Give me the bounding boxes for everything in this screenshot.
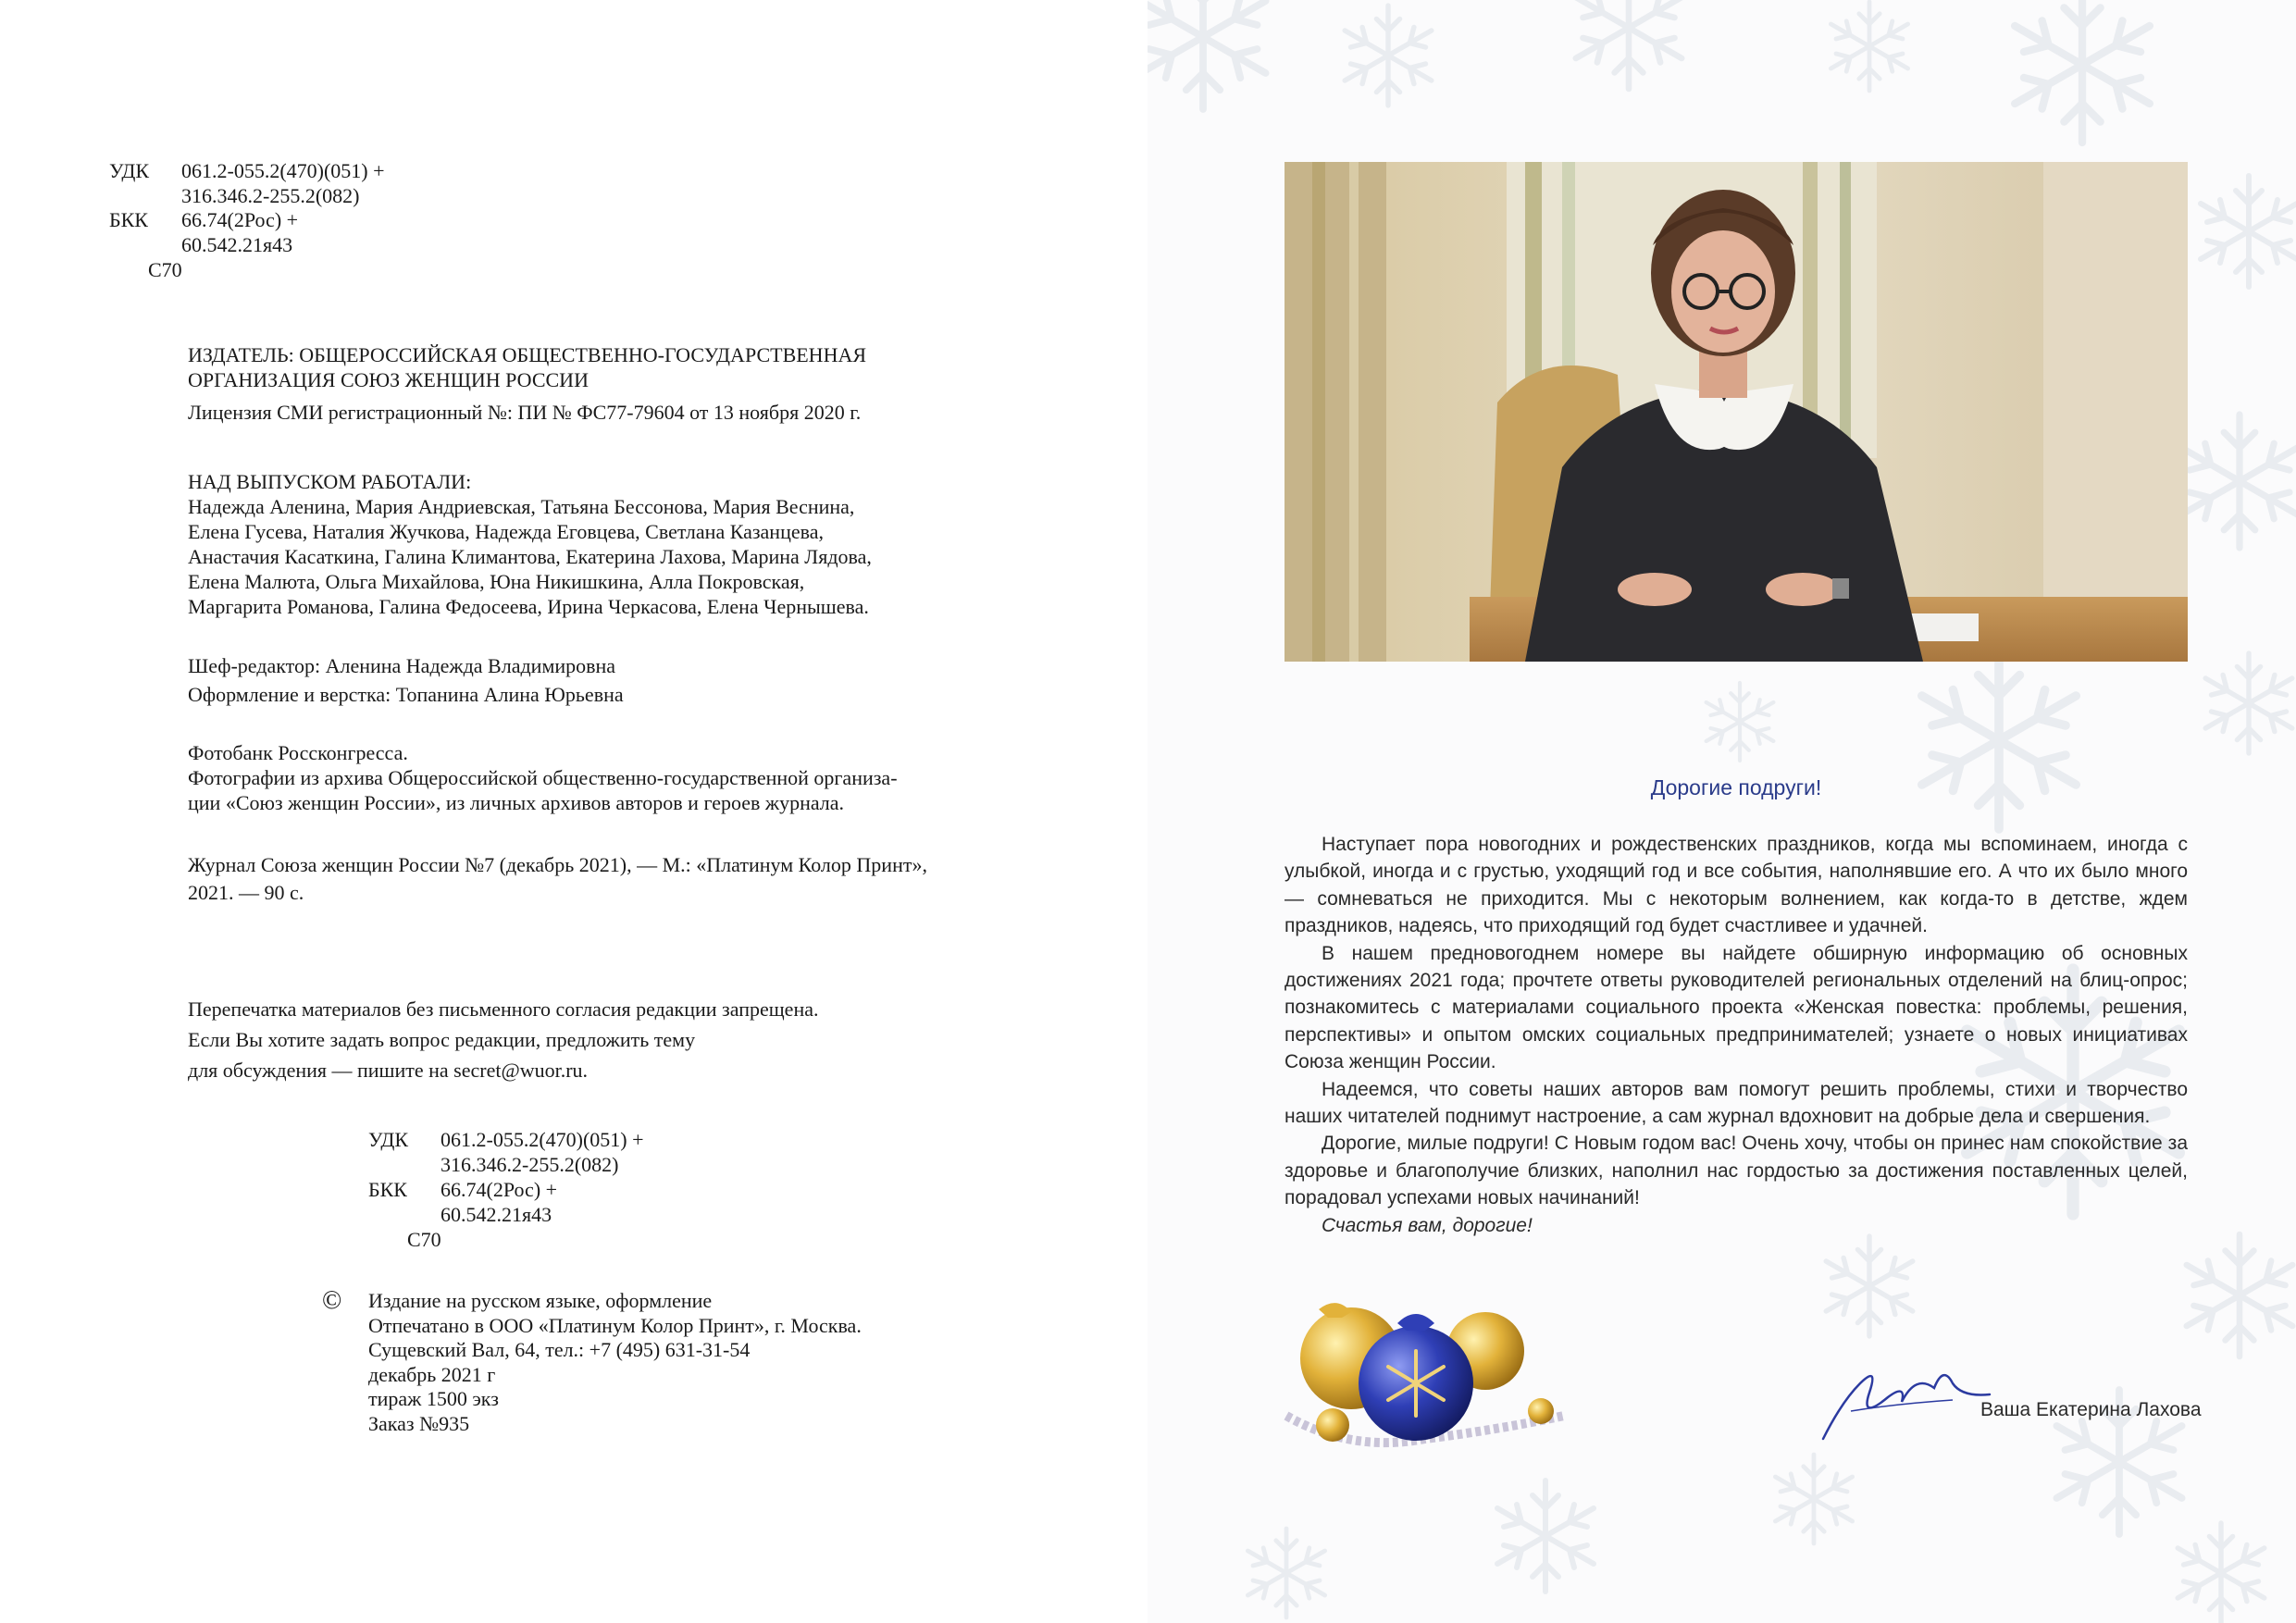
portrait-photo (1285, 162, 2188, 662)
team-line: Елена Малюта, Ольга Михайлова, Юна Никишкина, Алла Покровская, (188, 570, 805, 593)
letter-paragraph: Надеемся, что советы наших авторов вам помогут решить проблемы, стихи и творчество наших читателей поднимут настроение, а сам журнал вдохновит на добрые дела и свершения. (1285, 1078, 2188, 1128)
team-heading: НАД ВЫПУСКОМ РАБОТАЛИ: (188, 470, 472, 493)
letter-paragraph: Дорогие, милые подруги! С Новым годом вас! Очень хочу, чтобы он принес нам спокойствие за здоровье и благополучие близких, наполнил нас гордостью за достижения поставленных целей, порадовал успехами новых начинаний! (1285, 1133, 2188, 1209)
signature-icon (1814, 1346, 1999, 1448)
imprint-line: Издание на русском языке, оформление (368, 1289, 713, 1312)
journal-line: Журнал Союза женщин России №7 (декабрь 2021), — М.: «Платинум Колор Принт», (188, 853, 927, 876)
udk-row: 316.346.2-255.2(082) (441, 1153, 619, 1176)
chief-editor: Шеф-редактор: Аленина Надежда Владимировна (188, 654, 616, 677)
team-line: Елена Гусева, Наталия Жучкова, Надежда Еговцева, Светлана Казанцева, (188, 520, 824, 543)
reprint-notice (188, 994, 1067, 1085)
editors-block (188, 653, 1067, 707)
bbk-row: БКК 66.74(2Рос) + (109, 208, 299, 231)
photo-line: Фотографии из архива Общероссийской общественно-государственной организа- (188, 766, 898, 789)
team-line: Анастачия Касаткина, Галина Климантова, Екатерина Лахова, Марина Лядова, (188, 545, 872, 568)
publisher-block (188, 342, 1067, 425)
udk-row: УДК 061.2-055.2(470)(051) + (368, 1128, 644, 1151)
photo-credits (188, 740, 1067, 815)
photo-line: Фотобанк Россконгресса. (188, 741, 408, 764)
bbk-row: 60.542.21я43 (441, 1203, 552, 1226)
journal-info (188, 851, 1067, 907)
letter-body (1285, 831, 2188, 1239)
team-line: Маргарита Романова, Галина Федосеева, Ирина Черкасова, Елена Чернышева. (188, 595, 869, 618)
photo-line: ции «Союз женщин России», из личных архивов авторов и героев журнала. (188, 791, 845, 814)
reprint-line: Перепечатка материалов без письменного согласия редакции запрещена. (188, 997, 819, 1021)
imprint-line: Отпечатано в ООО «Платинум Колор Принт», г. Москва. (368, 1313, 862, 1337)
udk-row: УДК 061.2-055.2(470)(051) + (109, 159, 385, 182)
team-line: Надежда Аленина, Мария Андриевская, Татьяна Бессонова, Мария Веснина, (188, 495, 855, 518)
team-block (188, 469, 1067, 619)
reprint-line: Если Вы хотите задать вопрос редакции, предложить тему (188, 1028, 696, 1051)
journal-line: 2021. — 90 с. (188, 881, 304, 904)
license-line: Лицензия СМИ регистрационный №: ПИ № ФС77-79604 от 13 ноября 2020 г. (188, 401, 862, 424)
letter-greeting: Дорогие подруги! (1650, 775, 1822, 799)
portrait-photo-icon (1285, 162, 2188, 662)
christmas-ornaments-icon (1277, 1277, 1573, 1462)
author-mark: С70 (407, 1228, 441, 1251)
imprint-block (368, 1289, 1016, 1436)
publisher-line: ОРГАНИЗАЦИЯ СОЮЗ ЖЕНЩИН РОССИИ (188, 368, 589, 391)
signature-name: Ваша Екатерина Лахова (1980, 1399, 2202, 1420)
reprint-line: для обсуждения — пишите на secret@wuor.ru. (188, 1059, 589, 1082)
imprint-line: тираж 1500 экз (368, 1387, 499, 1410)
letter-paragraph: В нашем предновогоднем номере вы найдете обширную информацию об основных достижениях 2021 года; прочтете ответы руководителей региональных отделений на блиц-опрос; познакомитесь с материалами социального проекта «Женская повестка: проблемы, решения, перспективы» и опытом омских социальных предпринимателей; узнаете о новых инициативах Союза женщин России. (1285, 942, 2188, 1073)
letter-paragraph: Наступает пора новогодних и рождественских праздников, когда мы вспоминаем, иногда с улыбкой, иногда и с грустью, уходящий год и все события, наполнявшие его. А что их было много — сомневаться не приходится. Мы с некоторым волнением, как когда-то в детстве, ждем праздников, надеясь, что приходящий год будет счастливее и удачней. (1285, 834, 2188, 937)
imprint-line: Заказ №935 (368, 1411, 470, 1435)
copyright-icon: © (322, 1286, 342, 1315)
imprint-line: Сущевский Вал, 64, тел.: +7 (495) 631-31-54 (368, 1338, 751, 1361)
udk-row: 316.346.2-255.2(082) (181, 184, 360, 207)
design-layout: Оформление и верстка: Топанина Алина Юрьевна (188, 683, 624, 706)
right-page (1148, 0, 2296, 1623)
imprint-line: декабрь 2021 г (368, 1362, 496, 1386)
letter-closing: Счастья вам, дорогие! (1322, 1214, 1533, 1236)
publisher-line: ИЗДАТЕЛЬ: ОБЩЕРОССИЙСКАЯ ОБЩЕСТВЕННО-ГОСУДАРСТВЕННАЯ (188, 343, 867, 366)
bbk-row: БКК 66.74(2Рос) + (368, 1178, 558, 1201)
author-mark: С70 (148, 258, 182, 281)
bbk-row: 60.542.21я43 (181, 233, 293, 256)
